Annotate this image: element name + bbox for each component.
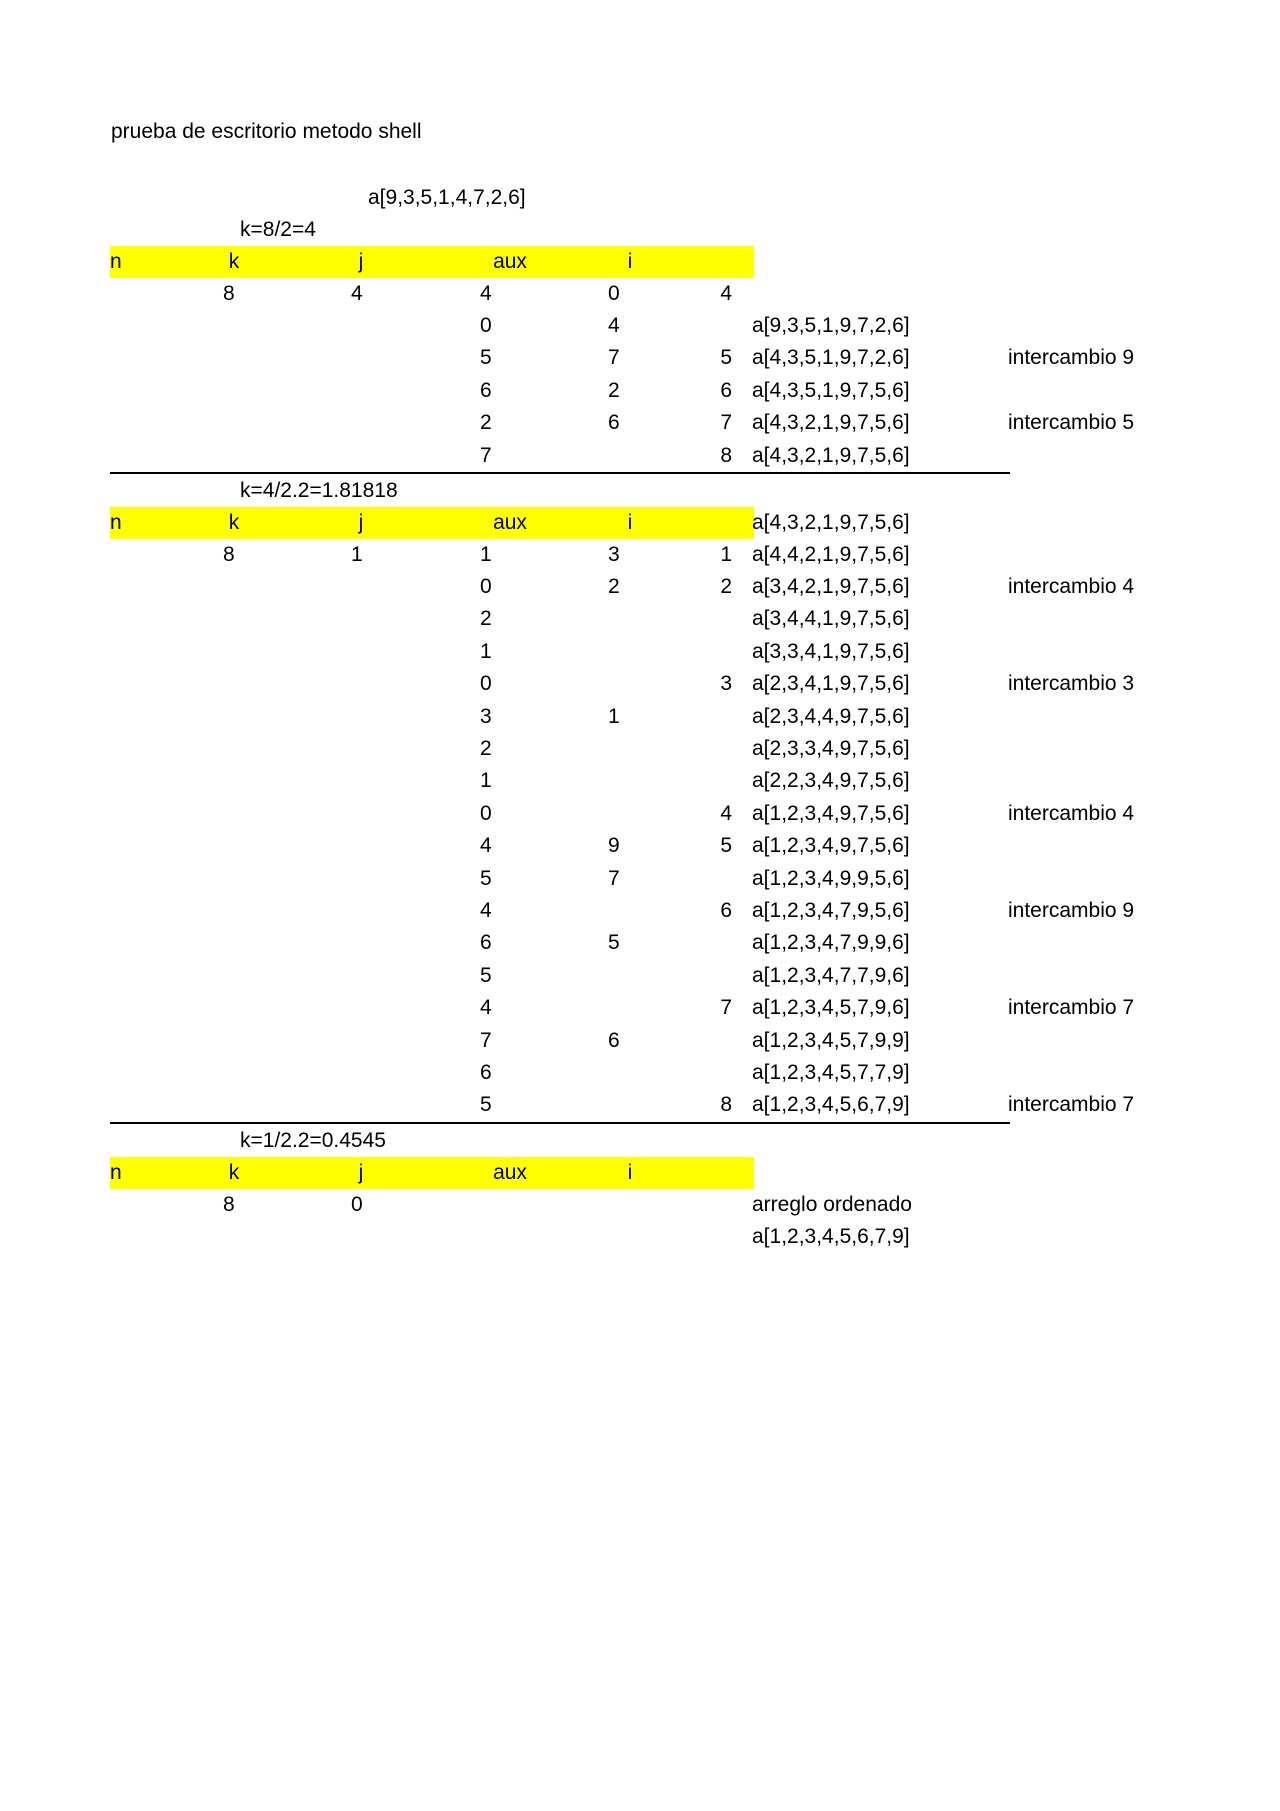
header-n: n (110, 511, 122, 534)
row-aux: 2 (608, 378, 620, 402)
row-note: intercambio 9 (1008, 899, 1135, 922)
pass2-k: 1 (351, 543, 363, 566)
pass1-k: 4 (351, 282, 363, 305)
header-j: j (358, 511, 364, 534)
row-j: 5 (480, 963, 492, 987)
pass1-j: 4 (480, 282, 492, 305)
row-note: intercambio 4 (1008, 575, 1135, 598)
row-array: a[4,3,2,1,9,7,5,6] (752, 411, 910, 435)
row-array: a[1,2,3,4,7,7,9,6] (752, 963, 910, 987)
pass1-aux: 0 (608, 282, 620, 305)
row-aux: 7 (608, 346, 620, 370)
pass1-header-row (110, 246, 754, 278)
row-array: a[1,2,3,4,5,7,7,9] (752, 1061, 910, 1084)
row-array: a[1,2,3,4,7,9,5,6] (752, 899, 910, 922)
row-array: a[1,2,3,4,9,7,5,6] (752, 834, 910, 858)
header-k: k (228, 1161, 240, 1184)
row-aux: 7 (608, 866, 620, 890)
row-note (1008, 1057, 1136, 1089)
row-array: a[2,3,4,1,9,7,5,6] (752, 672, 910, 696)
page-title: prueba de escritorio metodo shell (111, 120, 422, 143)
row-aux: 5 (608, 931, 620, 955)
result-label: arreglo ordenado (752, 1193, 912, 1216)
row-j: 4 (480, 899, 492, 922)
header-aux: aux (493, 1161, 527, 1184)
row-aux: 4 (608, 314, 620, 337)
row-array: a[9,3,5,1,9,7,2,6] (752, 314, 910, 337)
row-i: 4 (720, 801, 732, 825)
row-i (716, 733, 732, 765)
row-array: a[1,2,3,4,9,7,5,6] (752, 801, 910, 825)
header-aux: aux (493, 250, 527, 273)
row-note (1008, 765, 1136, 797)
row-i: 5 (720, 834, 732, 858)
row-aux: 2 (608, 575, 620, 598)
row-i: 2 (720, 575, 732, 598)
pass2-n: 8 (223, 543, 235, 566)
row-i (716, 603, 732, 635)
pass1-formula: k=8/2=4 (240, 218, 316, 241)
row-array: a[1,2,3,4,5,7,9,6] (752, 996, 910, 1020)
pass2-header-row (110, 507, 754, 539)
initial-array: a[9,3,5,1,4,7,2,6] (368, 186, 526, 209)
row-i (716, 863, 732, 895)
header-i: i (627, 511, 633, 534)
header-i: i (627, 1161, 633, 1184)
row-array: a[4,3,5,1,9,7,5,6] (752, 378, 910, 402)
row-note: intercambio 9 (1008, 346, 1135, 370)
row-note (1008, 863, 1136, 895)
row-j: 6 (480, 1061, 492, 1084)
row-array: a[2,2,3,4,9,7,5,6] (752, 769, 910, 793)
pass2-array: a[4,4,2,1,9,7,5,6] (752, 543, 910, 566)
pass2-i: 1 (720, 543, 732, 566)
row-i: 7 (720, 996, 732, 1020)
row-note: intercambio 4 (1008, 801, 1135, 825)
row-j: 6 (480, 378, 492, 402)
row-aux: 6 (608, 1028, 620, 1052)
row-note (1008, 603, 1136, 635)
row-aux: 9 (608, 834, 620, 858)
row-note (1008, 310, 1136, 342)
row-i: 6 (720, 378, 732, 402)
row-j: 2 (480, 607, 492, 631)
row-array: a[1,2,3,4,9,9,5,6] (752, 866, 910, 890)
row-j: 5 (480, 346, 492, 370)
row-array: a[4,3,2,1,9,7,5,6] (752, 443, 910, 467)
pass3-formula: k=1/2.2=0.4545 (240, 1129, 386, 1152)
pass3-n: 8 (223, 1193, 235, 1216)
row-j: 0 (480, 672, 492, 696)
row-note (1008, 701, 1136, 733)
row-j: 1 (480, 639, 492, 663)
row-j: 1 (480, 769, 492, 793)
row-i: 8 (720, 1093, 732, 1117)
row-j: 0 (480, 801, 492, 825)
header-n: n (110, 1161, 122, 1184)
row-j: 5 (480, 866, 492, 890)
row-array: a[4,3,5,1,9,7,2,6] (752, 346, 910, 370)
row-array: a[1,2,3,4,5,6,7,9] (752, 1093, 910, 1117)
row-i: 5 (720, 346, 732, 370)
row-array: a[3,4,4,1,9,7,5,6] (752, 607, 910, 631)
row-note (1008, 927, 1136, 959)
pass2-divider (110, 1122, 1010, 1124)
row-note (1008, 830, 1136, 862)
row-array: a[2,3,4,4,9,7,5,6] (752, 704, 910, 728)
header-k: k (228, 511, 240, 534)
row-i: 7 (720, 411, 732, 435)
row-array: a[3,3,4,1,9,7,5,6] (752, 639, 910, 663)
row-array: a[1,2,3,4,7,9,9,6] (752, 931, 910, 955)
row-j: 0 (480, 314, 492, 337)
pass3-header-row (110, 1157, 754, 1189)
row-i (716, 927, 732, 959)
row-note (1008, 1025, 1136, 1057)
row-i (716, 701, 732, 733)
row-i: 8 (720, 443, 732, 467)
header-j: j (358, 250, 364, 273)
row-j: 4 (480, 996, 492, 1020)
row-i (716, 960, 732, 992)
row-note (1008, 636, 1136, 668)
row-i: 6 (720, 899, 732, 922)
row-j: 7 (480, 443, 492, 467)
row-j: 7 (480, 1028, 492, 1052)
row-i (716, 1057, 732, 1089)
row-j: 0 (480, 575, 492, 598)
header-k: k (228, 250, 240, 273)
row-note: intercambio 3 (1008, 672, 1135, 696)
header-n: n (110, 250, 122, 273)
row-i (716, 310, 732, 342)
pass1-divider (110, 472, 1010, 474)
row-aux: 6 (608, 411, 620, 435)
pass3-k: 0 (351, 1193, 363, 1216)
pass2-formula: k=4/2.2=1.81818 (240, 479, 398, 502)
row-i: 3 (720, 672, 732, 696)
row-note: intercambio 7 (1008, 996, 1135, 1020)
row-note (1008, 375, 1136, 407)
pass2-j: 1 (480, 543, 492, 566)
pass2-aux: 3 (608, 543, 620, 566)
row-note: intercambio 7 (1008, 1093, 1135, 1117)
row-note: intercambio 5 (1008, 411, 1135, 435)
pass2-header-array: a[4,3,2,1,9,7,5,6] (752, 511, 910, 534)
row-note (1008, 960, 1136, 992)
header-j: j (358, 1161, 364, 1184)
row-array: a[3,4,2,1,9,7,5,6] (752, 575, 910, 598)
row-i (716, 636, 732, 668)
row-array: a[2,3,3,4,9,7,5,6] (752, 737, 910, 760)
header-aux: aux (493, 511, 527, 534)
row-j: 5 (480, 1093, 492, 1117)
row-i (716, 1025, 732, 1057)
result-array: a[1,2,3,4,5,6,7,9] (752, 1225, 910, 1248)
row-j: 2 (480, 737, 492, 760)
row-j: 3 (480, 704, 492, 728)
row-aux: 1 (608, 704, 620, 728)
row-j: 2 (480, 411, 492, 435)
row-i (716, 765, 732, 797)
row-array: a[1,2,3,4,5,7,9,9] (752, 1028, 910, 1052)
row-note (1008, 440, 1136, 472)
pass1-n: 8 (223, 282, 235, 305)
row-j: 4 (480, 834, 492, 858)
header-i: i (627, 250, 633, 273)
pass1-i: 4 (720, 282, 732, 305)
row-j: 6 (480, 931, 492, 955)
row-note (1008, 733, 1136, 765)
